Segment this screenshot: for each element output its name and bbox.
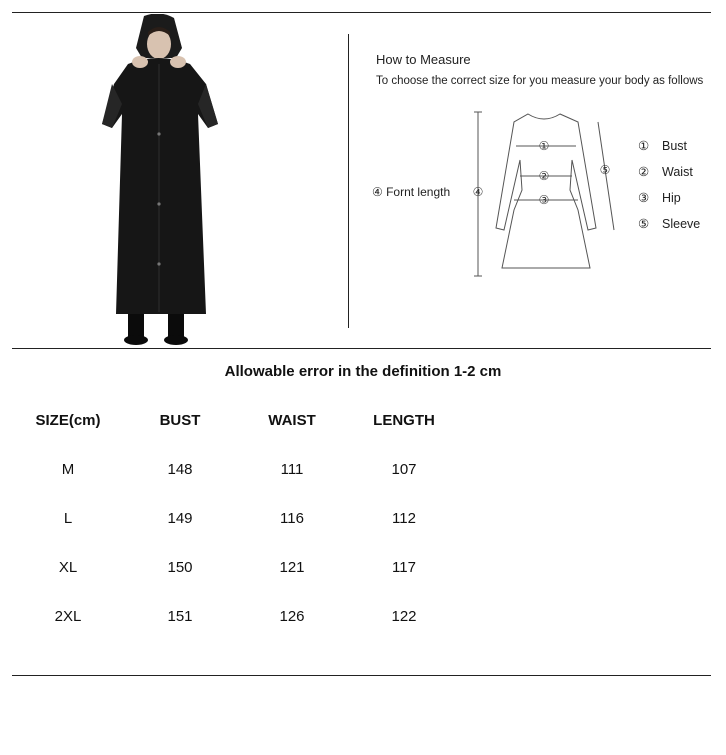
cell-bust: 150 xyxy=(167,559,193,576)
diagram-mark-bust: ① xyxy=(538,139,550,153)
legend-item xyxy=(638,190,700,216)
diagram-mark-hip: ③ xyxy=(538,193,550,207)
measure-title: How to Measure xyxy=(376,52,471,67)
measure-legend xyxy=(638,138,700,242)
tolerance-note: Allowable error in the definition 1-2 cm xyxy=(224,363,502,380)
cell-bust: 149 xyxy=(167,510,193,527)
cell-length: 107 xyxy=(391,461,417,478)
cell-size: M xyxy=(61,461,75,478)
vertical-divider xyxy=(348,34,349,328)
cell-waist: 121 xyxy=(279,559,305,576)
diagram-mark-waist: ② xyxy=(538,169,550,183)
table-row xyxy=(12,592,460,641)
column-header-length: LENGTH xyxy=(373,412,435,429)
column-header-bust: BUST xyxy=(159,412,201,429)
table-row xyxy=(12,543,460,592)
cell-size: XL xyxy=(58,559,78,576)
cell-bust: 151 xyxy=(167,608,193,625)
diagram-mark-length: ④ xyxy=(472,185,484,199)
legend-number: ⑤ xyxy=(638,217,650,231)
cell-length: 122 xyxy=(391,608,417,625)
legend-label: Bust xyxy=(662,139,688,153)
cell-waist: 116 xyxy=(280,510,304,527)
front-length-label: ④ Fornt length xyxy=(372,185,451,199)
legend-number: ② xyxy=(638,165,650,179)
table-row xyxy=(12,445,460,494)
legend-item xyxy=(638,164,700,190)
legend-label: Sleeve xyxy=(662,217,701,231)
legend-label: Waist xyxy=(662,165,693,179)
diagram-mark-sleeve: ⑤ xyxy=(599,163,611,177)
cell-waist: 111 xyxy=(280,461,304,478)
table-row xyxy=(12,494,460,543)
section-divider xyxy=(12,348,711,349)
measurement-diagram xyxy=(466,100,626,280)
size-table xyxy=(12,396,460,641)
top-divider xyxy=(12,12,711,13)
legend-item xyxy=(638,216,700,242)
bottom-divider xyxy=(12,675,711,676)
column-header-waist: WAIST xyxy=(268,412,316,429)
table-header-row xyxy=(12,396,460,445)
measure-subtitle: To choose the correct size for you measure your body as follows xyxy=(376,75,704,87)
cell-bust: 148 xyxy=(167,461,193,478)
cell-length: 112 xyxy=(392,510,416,527)
legend-label: Hip xyxy=(662,191,681,205)
legend-item xyxy=(638,138,700,164)
product-photo-raincoat xyxy=(98,14,224,346)
legend-number: ① xyxy=(638,139,650,153)
legend-number: ③ xyxy=(638,191,650,205)
column-header-size: SIZE(cm) xyxy=(35,412,101,429)
cell-size: 2XL xyxy=(54,608,82,625)
cell-waist: 126 xyxy=(279,608,305,625)
cell-length: 117 xyxy=(392,559,416,576)
cell-size: L xyxy=(63,510,73,527)
